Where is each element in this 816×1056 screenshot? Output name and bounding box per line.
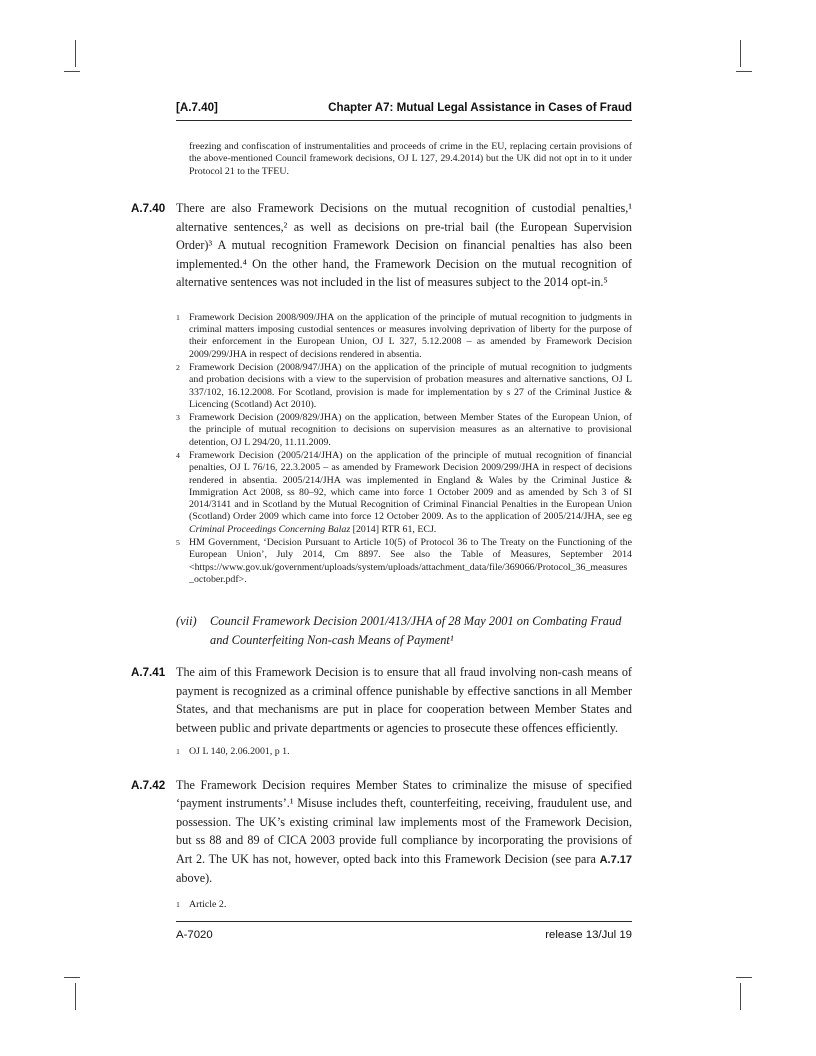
footer-page-id: A-7020	[176, 929, 213, 941]
footnote-text: Framework Decision 2008/909/JHA on the application of the principle of mutual recognition to judgments in criminal matters imposing custodial sentences or measures involving deprivation of liberty for the purpose of their enforcement in the European Union, OJ L 327, 5.12.2008 – as amended by Framework Decision 2009/299/JHA in respect of decisions rendered in absentia.	[189, 311, 632, 360]
footnote-number: 2	[176, 362, 180, 372]
footnote-number: 5	[176, 538, 180, 548]
footnote-text: HM Government, ‘Decision Pursuant to Article 10(5) of Protocol 36 to The Treaty on the Functioning of the European Union’, July 2014, Cm 8897. See also the Table of Measures, September 2014 <https://www.gov.uk/government/uploads/system/uploads/attachment_data/file/369066/Protocol_36_measures_october.pdf>.	[189, 537, 632, 585]
footnote-text: Framework Decision (2008/947/JHA) on the application of the principle of mutual recognition to judgments and probation decisions with a view to the supervision of probation measures and alternative sanctions, OJ L 337/102, 16.12.2008. For Scotland, provision is made for implementation by s 27 of the Criminal Justice & Licencing (Scotland) Act 2010).	[189, 361, 632, 410]
crop-mark-top-right-vertical	[740, 40, 741, 67]
section-heading-vii	[176, 612, 632, 650]
footer-rule	[176, 921, 632, 922]
crop-mark-top-left-horizontal	[64, 71, 80, 72]
crop-mark-bottom-left-horizontal	[64, 977, 80, 978]
paragraph-text: There are also Framework Decisions on the mutual recognition of custodial penalties,¹ alternative sentences,² as well as decisions on pre-trial bail (the European Supervision Order)³ A mutual recognition Framework Decision on financial penalties has also been implemented.⁴ On the other hand, the Framework Decision on the mutual recognition of alternative sentences was not included in the list of measures subject to the 2014 opt-in.⁵	[176, 201, 632, 290]
paragraph-text: The aim of this Framework Decision is to ensure that all fraud involving non-cash means of payment is recognized as a criminal offence punishable by effective sanctions in all Member States, and that mechanisms are put in place for cooperation between Member States and between public and private departments or agencies to prosecute these offences efficiently.	[176, 665, 632, 735]
footnote	[176, 899, 632, 911]
paragraph-a-7-42	[131, 776, 632, 888]
paragraph-text: The Framework Decision requires Member States to criminalize the misuse of specified ‘payment instruments’.¹ Misuse includes theft, counterfeiting, receiving, fraudulent use, and possession. The UK’s existing criminal law implements most of the Framework Decision, but ss 88 and 89 of CICA 2003 provide full compliance by incorporating the provisions of Art 2. The UK has not, however, opted back into this Framework Decision (see para A.7.17 above).	[176, 777, 632, 886]
crop-mark-top-right-horizontal	[736, 71, 752, 72]
section-heading-title: Council Framework Decision 2001/413/JHA of 28 May 2001 on Combating Fraud and Counterfeiting Non-cash Means of Payment¹	[210, 614, 622, 648]
footnote	[176, 412, 632, 449]
footnote-text: Framework Decision (2005/214/JHA) on the application of the principle of mutual recognition of financial penalties, OJ L 76/16, 22.3.2005 – as amended by Framework Decision 2009/299/JHA in respect of decisions rendered in absentia. 2005/214/JHA was implemented in England & Wales by the Criminal Justice & Immigration Act 2008, ss 80–92, which came into force 1 October 2009 and as amended by Sch 3 of SI 2014/3141 and in Scotland by the Mutual Recognition of Criminal Financial Penalties in the European Union (Scotland) Order 2009 which came into force 12 October 2009. As to the application of 2005/214/JHA, see eg Criminal Proceedings Concerning Balaz [2014] RTR 61, ECJ.	[189, 449, 632, 535]
header-chapter-title: Chapter A7: Mutual Legal Assistance in Cases of Fraud	[328, 101, 632, 114]
page-body	[131, 141, 632, 911]
footnote	[176, 746, 632, 758]
footnote	[176, 450, 632, 536]
footnote	[176, 362, 632, 411]
paragraph-a-7-40	[131, 199, 632, 292]
paragraph-number: A.7.42	[131, 778, 166, 792]
footnote	[176, 537, 632, 586]
crop-mark-bottom-left-vertical	[75, 983, 76, 1010]
header-paragraph-ref: [A.7.40]	[176, 101, 218, 114]
footnote-number: 1	[176, 312, 180, 322]
crop-mark-top-left-vertical	[75, 40, 76, 67]
paragraph-a-7-41	[131, 663, 632, 737]
footnotes-block-a-7-41	[176, 746, 632, 758]
footnote	[176, 312, 632, 361]
footnote-number: 1	[176, 899, 180, 909]
footer-release-info: release 13/Jul 19	[545, 929, 632, 941]
footnote-continuation-text: freezing and confiscation of instrumentalities and proceeds of crime in the EU, replacing certain provisions of the above-mentioned Council framework decisions, OJ L 127, 29.4.2014) but the UK did not opt in to it under Protocol 21 to the TFEU.	[189, 141, 632, 177]
footnotes-block-a-7-40	[176, 312, 632, 587]
footnote-number: 1	[176, 747, 180, 757]
header-rule	[176, 120, 632, 121]
crop-mark-bottom-right-horizontal	[736, 977, 752, 978]
crop-mark-bottom-right-vertical	[740, 983, 741, 1010]
footnote-text: OJ L 140, 2.06.2001, p 1.	[189, 746, 290, 758]
page-header	[176, 101, 632, 114]
paragraph-number: A.7.40	[131, 202, 166, 216]
paragraph-number: A.7.41	[131, 666, 166, 680]
footnote-number: 3	[176, 413, 180, 423]
page-footer	[176, 929, 632, 941]
footnote-text: Article 2.	[189, 898, 227, 910]
footnote-number: 4	[176, 450, 180, 460]
footnote-text: Framework Decision (2009/829/JHA) on the application, between Member States of the European Union, of the principle of mutual recognition to decisions on supervision measures as an alternative to provisional detention, OJ L 294/20, 11.11.2009.	[189, 412, 632, 448]
footnotes-block-a-7-42	[176, 899, 632, 911]
section-heading-label: (vii)	[176, 614, 197, 629]
